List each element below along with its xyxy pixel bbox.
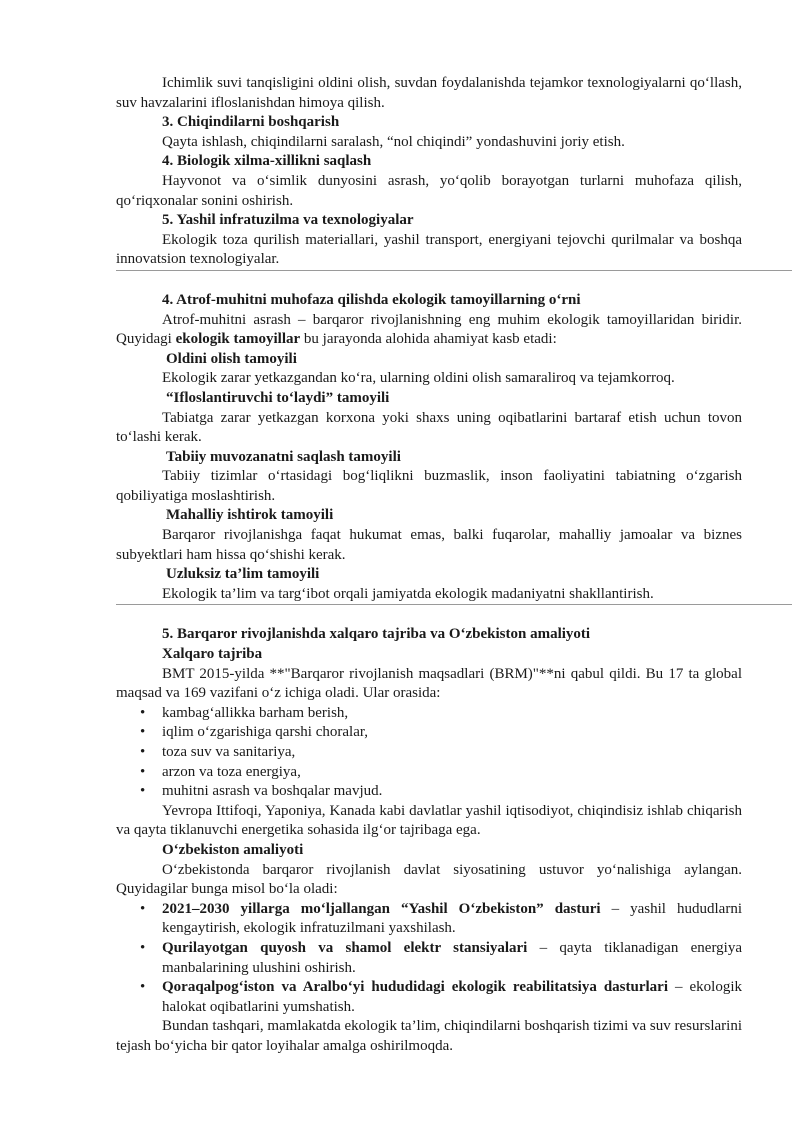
- principle-title: Tabiiy muvozanatni saqlash tamoyili: [166, 448, 401, 465]
- spacer: [116, 271, 742, 291]
- principle-text: Ekologik zarar yetkazgandan ko‘ra, ularning oldini olish samaraliroq va tejamkorroq.: [162, 370, 675, 387]
- principle-text: Barqaror rivojlanishga faqat hukumat emas, balki fuqarolar, mahalliy jamoalar va biznes subyektlari ham hissa qo‘shishi kerak.: [116, 527, 742, 563]
- bullet-icon: •: [140, 939, 146, 956]
- bullet-icon: •: [140, 979, 146, 996]
- list-item: • muhitni asrash va boshqalar mavjud.: [116, 782, 742, 802]
- waste-paragraph: Qayta ishlash, chiqindilarni saralash, “nol chiqindi” yondashuvini joriy etish.: [162, 133, 625, 150]
- sdg-paragraph: BMT 2015-yilda **"Barqaror rivojlanish maqsadlari (BRM)"**ni qabul qildi. Bu 17 ta global maqsad va 169 vazifani o‘z ichiga oladi. Ular orasida:: [116, 665, 742, 702]
- bullet-icon: •: [140, 900, 146, 917]
- heading-green-infrastructure: 5. Yashil infratuzilma va texnologiyalar: [162, 212, 414, 229]
- principle-text: Tabiiy tizimlar o‘rtasidagi bog‘liqlikni buzmaslik, inson faoliyatini tabiatning o‘zgarish qobiliyatiga moslashtirish.: [116, 468, 742, 504]
- list-item: • kambag‘allikka barham berish,: [116, 704, 742, 724]
- intro-text-b: bu jarayonda alohida ahamiyat kasb etadi:: [300, 331, 557, 348]
- bullet-icon: •: [140, 704, 146, 721]
- intro-text-a: Atrof-muhitni asrash – barqaror rivojlanishning eng muhim ekologik tamoyillaridan biridir. Quyidagi: [116, 311, 742, 348]
- principle-title: “Ifloslantiruvchi to‘laydi” tamoyili: [166, 389, 390, 406]
- list-item: • Qoraqalpog‘iston va Aralbo‘yi hududidagi ekologik reabilitatsiya dasturlari – ekologik halokat oqibatlarini yumshatish.: [140, 979, 743, 1015]
- bullet-icon: •: [140, 724, 146, 741]
- principle-title: Oldini olish tamoyili: [166, 350, 297, 367]
- biodiversity-paragraph: Hayvonot va o‘simlik dunyosini asrash, yo‘qolib borayotgan turlarni muhofaza qilish, qo‘riqxonalar sonini oshirish.: [116, 172, 742, 209]
- principle-title: Mahalliy ishtirok tamoyili: [166, 507, 334, 524]
- principle-text: Tabiatga zarar yetkazgan korxona yoki shaxs uning oqibatlarini bartaraf etish uchun tovon to‘lashi kerak.: [116, 409, 742, 446]
- closing-paragraph: Bundan tashqari, mamlakatda ekologik ta’lim, chiqindilarni boshqarish tizimi va suv resurslarini tejash bo‘yicha bir qator loyihalar amalga oshirilmoqda.: [116, 1018, 742, 1054]
- list-item: • 2021–2030 yillarga mo‘ljallangan “Yashil O‘zbekiston” dasturi – yashil hududlarni kengaytirish, ekologik infratuzilmani yaxshilash.: [140, 900, 742, 937]
- uzbekistan-paragraph: O‘zbekistonda barqaror rivojlanish davlat siyosatining ustuvor yo‘nalishiga aylangan. Quyidagilar bunga misol bo‘la oladi:: [116, 861, 742, 898]
- list-item: • iqlim o‘zgarishiga qarshi choralar,: [116, 723, 742, 743]
- list-item: • toza suv va sanitariya,: [116, 743, 742, 763]
- bullet-icon: •: [140, 783, 146, 800]
- principle-text: Ekologik ta’lim va targ‘ibot orqali jamiyatda ekologik madaniyatni shakllantirish.: [162, 585, 654, 602]
- list-item: • arzon va toza energiya,: [116, 763, 742, 783]
- water-paragraph: Ichimlik suvi tanqisligini oldini olish, suvdan foydalanishda tejamkor texnologiyalarni qo‘llash, suv havzalarini ifloslanishdan himoya qilish.: [116, 75, 742, 111]
- sdg-list: [116, 704, 742, 802]
- subheading-international: Xalqaro tajriba: [162, 646, 263, 663]
- bullet-icon: •: [140, 763, 146, 780]
- heading-biodiversity: 4. Biologik xilma-xillikni saqlash: [162, 153, 372, 170]
- section5-title: 5. Barqaror rivojlanishda xalqaro tajriba va O‘zbekiston amaliyoti: [162, 626, 591, 643]
- section4-title: 4. Atrof-muhitni muhofaza qilishda ekologik tamoyillarning o‘rni: [162, 291, 581, 308]
- bullet-icon: •: [140, 744, 146, 760]
- spacer: [116, 605, 742, 625]
- list-item: • Qurilayotgan quyosh va shamol elektr stansiyalari – qayta tiklanadigan energiya manbalarining ulushini oshirish.: [140, 939, 742, 976]
- heading-waste-management: 3. Chiqindilarni boshqarish: [162, 114, 340, 131]
- page-content: [116, 74, 742, 1057]
- green-infrastructure-paragraph: Ekologik toza qurilish materiallari, yashil transport, energiyani tejovchi qurilmalar va boshqa innovatsion texnologiyalar.: [116, 231, 742, 268]
- principle-title: Uzluksiz ta’lim tamoyili: [166, 566, 320, 583]
- intro-bold: ekologik tamoyillar: [175, 331, 301, 348]
- section4-intro: [116, 311, 742, 350]
- uzbekistan-list: [116, 900, 742, 1018]
- international-paragraph: Yevropa Ittifoqi, Yaponiya, Kanada kabi davlatlar yashil iqtisodiyot, chiqindisiz ishlab chiqarish va qayta tiklanuvchi energetika sohasida ilg‘or tajribaga ega.: [116, 802, 742, 839]
- subheading-uzbekistan: O‘zbekiston amaliyoti: [162, 841, 304, 858]
